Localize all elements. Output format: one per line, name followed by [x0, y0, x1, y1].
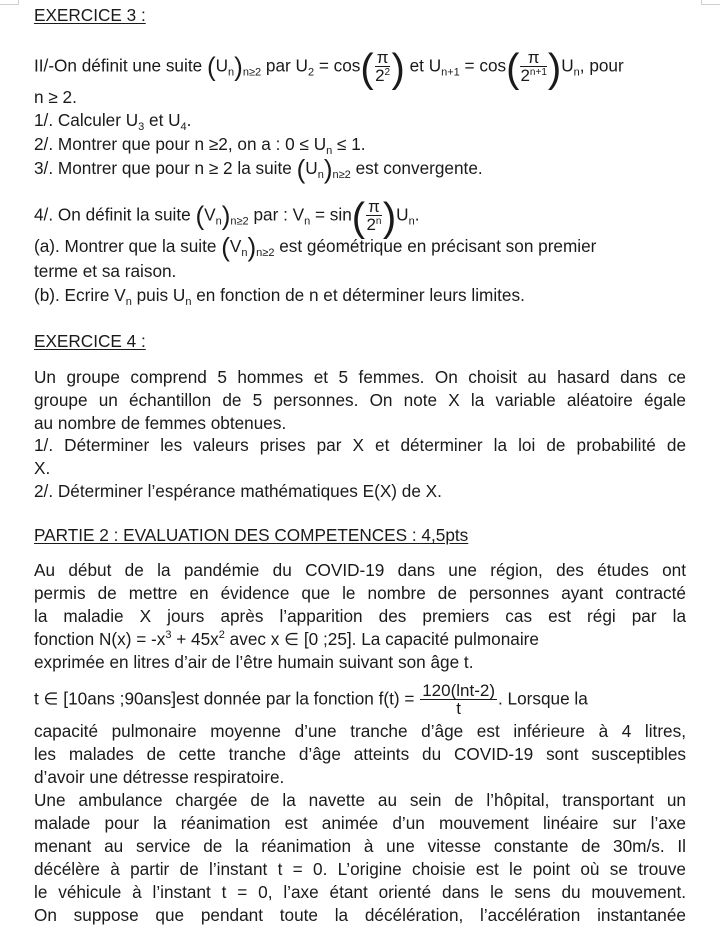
- p2-line-5: exprimée en litres d’air de l’être humain suivant son âge t.: [34, 652, 474, 672]
- ex3-question-1: 1/. Calculer $U_3$ et $U_4$.: [34, 110, 192, 133]
- ex3-question-3: 3/. Montrer que pour n ≥ 2 la suite $(U_n)_{n\ge 2}$ est convergente.: [34, 154, 483, 184]
- fraction-pi-over-2-n-plus-1: $\frac{\pi}{2^{n+1}}$: [520, 48, 547, 85]
- ex3-question-2: 2/. Montrer que pour n ≥2, on a : $0 \le U_n \le 1$.: [34, 134, 366, 157]
- p2-line-10: Une ambulance chargée de la navette au sein de l’hôpital, transportant un: [34, 790, 686, 810]
- page-corner-left: [0, 0, 19, 5]
- p2-line-2: permis de mettre en évidence que le nombre de personnes ayant contracté: [34, 583, 686, 603]
- ex3-definition-line: II/-On définit une suite $(U_n)_{n\ge 2}$ par $U_2 = \cos$( $\frac{\pi}{2^2}$ ) et $U_{n+1} = \cos$( $\frac{\pi}{2^{n+1}}$ )$U_n$, pour: [34, 46, 624, 91]
- fraction-pi-over-2-n: $\frac{\pi}{2^n}$: [366, 197, 382, 234]
- ex3-question-4a-cont: terme et sa raison.: [34, 261, 177, 281]
- p2-line-11: malade pour la réanimation est animée d’un mouvement linéaire sur l’axe: [34, 813, 686, 833]
- ex4-question-1: 1/. Déterminer les valeurs prises par X et déterminer la loi de probabilité de: [34, 435, 686, 455]
- p2-line-15: On suppose que pendant toute la décélération, l’accélération instantanée: [34, 905, 686, 925]
- p2-line-7: capacité pulmonaire moyenne d’une tranche d’âge est inférieure à 4 litres,: [34, 721, 686, 741]
- ex3-question-4b: (b). Ecrire $V_n$ puis $U_n$ en fonction de n et déterminer leurs limites.: [34, 285, 525, 308]
- p2-line-8: les malades de cette tranche d’âge atteints du COVID-19 sont susceptibles: [34, 744, 686, 764]
- p2-line-12: menant au service de la réanimation à une vitesse constante de 30m/s. Il: [34, 836, 686, 856]
- p2-line-14: le véhicule à l’instant t = 0, l’axe étant orienté dans le sens du mouvement.: [34, 882, 686, 902]
- partie-2-title: PARTIE 2 : EVALUATION DES COMPETENCES : 4,5pts: [34, 525, 469, 545]
- p2-line-3: la maladie X jours après l’apparition des premiers cas est régi par la: [34, 606, 686, 626]
- p2-line-13: décélère à partir de l’instant t = 0. L’origine choisie est le point où se trouve: [34, 859, 686, 879]
- page-corner-right: [701, 0, 720, 5]
- exercise-4-title: EXERCICE 4 :: [34, 331, 146, 351]
- ex4-line-1: Un groupe comprend 5 hommes et 5 femmes. On choisit au hasard dans ce: [34, 367, 686, 387]
- p2-line-9: d’avoir une détresse respiratoire.: [34, 767, 285, 787]
- ex4-line-3: au nombre de femmes obtenues.: [34, 413, 287, 433]
- fraction-pi-over-2-squared: $\frac{\pi}{2^2}$: [375, 48, 391, 85]
- ex4-line-2: groupe un échantillon de 5 personnes. On note X la variable aléatoire égale: [34, 390, 686, 410]
- fraction-f-of-t: $\frac{120(\ln t-2)}{t}$: [422, 681, 495, 718]
- p2-line-1: Au début de la pandémie du COVID-19 dans une région, des études ont: [34, 560, 686, 580]
- ex3-n-condition: n ≥ 2.: [34, 87, 77, 107]
- p2-line-4-function-n: fonction $N(x) = -x^3 + 45x^2$ avec x ∈ [0 ;25]. La capacité pulmonaire: [34, 629, 539, 649]
- exercise-3-title: EXERCICE 3 :: [34, 5, 146, 25]
- ex3-question-4a: (a). Montrer que la suite $(V_n)_{n\ge 2}$ est géométrique en précisant son premier: [34, 232, 597, 262]
- ex3-question-4: 4/. On définit la suite $(V_n)_{n\ge 2}$ par : $V_n = \sin$( $\frac{\pi}{2^n}$ )$U_n$.: [34, 195, 420, 240]
- ex4-question-1-cont: X.: [34, 458, 51, 478]
- ex4-question-2: 2/. Déterminer l’espérance mathématiques E(X) de X.: [34, 481, 442, 501]
- p2-line-6-function-f: t ∈ [10ans ;90ans]est donnée par la fonction f(t) = $\frac{120(\ln t-2)}{t}$ . Lorsque la: [34, 681, 588, 718]
